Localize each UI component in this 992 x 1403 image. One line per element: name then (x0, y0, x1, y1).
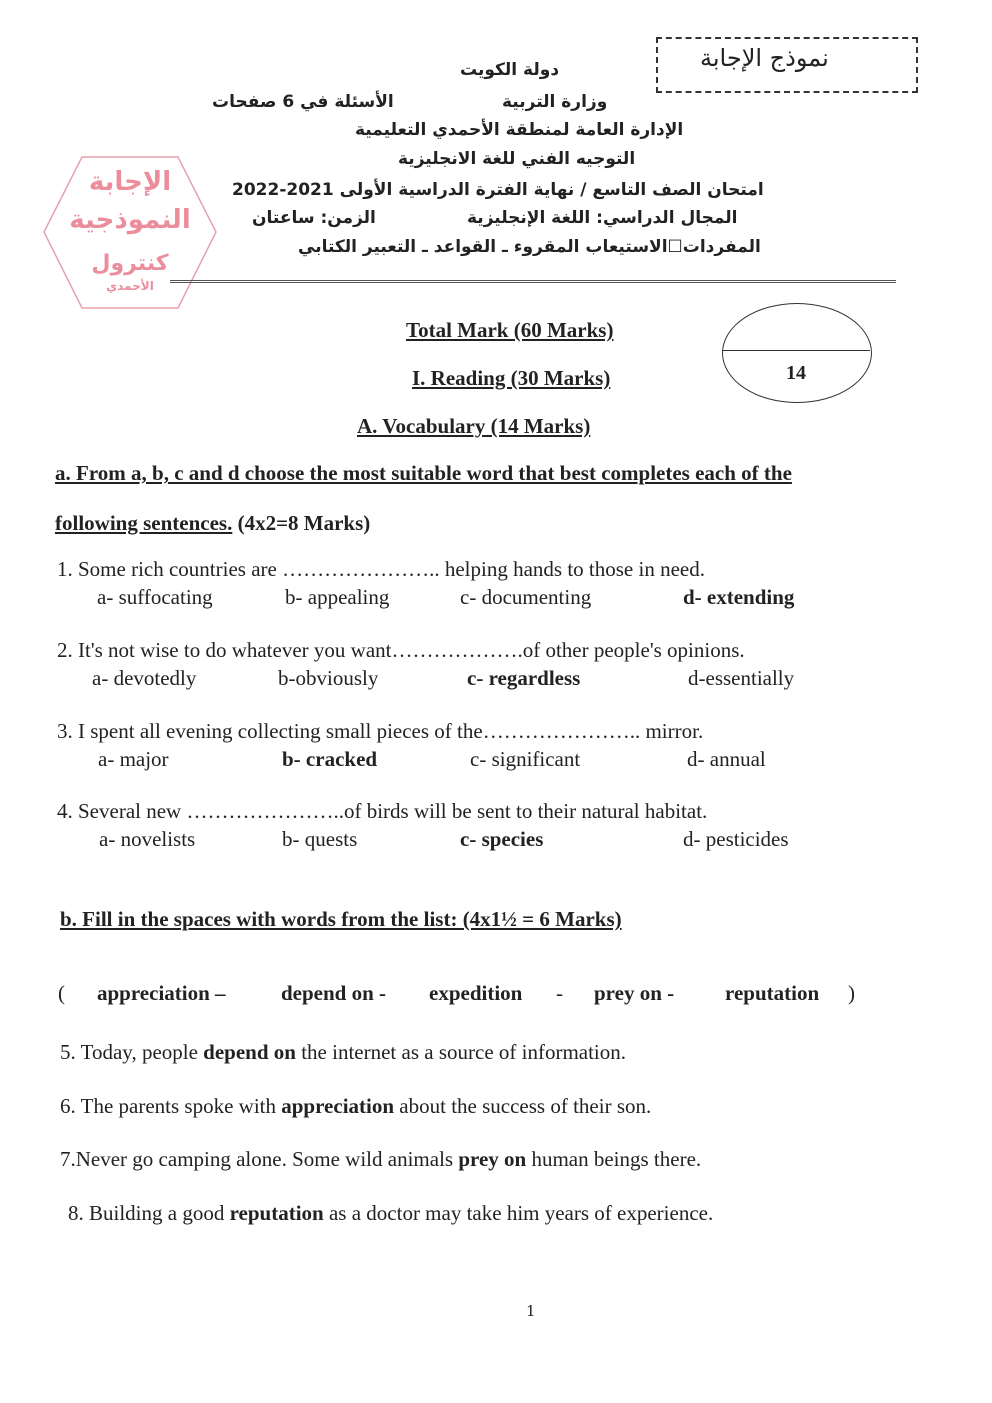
option: d- annual (687, 747, 766, 771)
page-number: 1 (526, 1302, 536, 1320)
question-text: 4. Several new …………………..of birds will be sent to their natural habitat. (57, 799, 708, 823)
option: a- devotedly (92, 666, 197, 690)
option: c- species (460, 827, 544, 851)
option: b- appealing (285, 585, 390, 609)
vocabulary-title: A. Vocabulary (14 Marks) (357, 414, 591, 438)
exam-label: امتحان الصف التاسع / نهاية الفترة الدراسية الأولى 2021-2022 (232, 180, 764, 200)
question-text: 1. Some rich countries are ………………….. helping hands to those in need. (57, 557, 705, 581)
option: c- regardless (467, 666, 581, 690)
sentence-text: 5. Today, people (60, 1040, 204, 1064)
sections-label: المفردات☐الاستيعاب المقروء ـ القواعد ـ التعبير الكتابي (298, 237, 761, 257)
question-text: 3. I spent all evening collecting small pieces of the………………….. mirror. (57, 719, 704, 743)
sentence-text: 7.Never go camping alone. Some wild animals (60, 1147, 459, 1171)
option: b- cracked (282, 747, 378, 771)
option: a- suffocating (97, 585, 213, 609)
fill-in-sentence (60, 1094, 651, 1119)
option: b-obviously (278, 666, 379, 690)
total-mark-title: Total Mark (60 Marks) (406, 318, 614, 342)
option: c- documenting (460, 585, 592, 609)
sentence-text: 6. The parents spoke with (60, 1094, 282, 1118)
word-list-item: - (556, 981, 563, 1005)
directorate-label: الإدارة العامة لمنطقة الأحمدي التعليمية (355, 120, 684, 140)
word-list-item: appreciation – (97, 981, 226, 1005)
country-label: دولة الكويت (460, 60, 560, 80)
answer-word: reputation (229, 1201, 324, 1225)
reading-title: I. Reading (30 Marks) (412, 366, 611, 390)
word-list-item: depend on - (281, 981, 387, 1005)
time-label: الزمن: ساعتان (252, 208, 376, 228)
score-oval-divider (722, 350, 870, 351)
word-list-item: ) (848, 981, 855, 1005)
score-oval (722, 303, 872, 403)
answer-word: depend on (203, 1040, 296, 1064)
sentence-text: human beings there. (526, 1147, 702, 1171)
option: d-essentially (688, 666, 795, 690)
option: b- quests (282, 827, 358, 851)
answer-word: prey on (458, 1147, 527, 1171)
word-list-item: prey on - (594, 981, 675, 1005)
subject-label: المجال الدراسي: اللغة الإنجليزية (467, 208, 738, 228)
part-b-instruction: b. Fill in the spaces with words from the list: (4x1½ = 6 Marks) (60, 907, 622, 931)
sentence-text: as a doctor may take him years of experience. (323, 1201, 714, 1225)
sentence-text: about the success of their son. (394, 1094, 652, 1118)
fill-in-sentence (60, 1147, 701, 1172)
answer-word: appreciation (281, 1094, 395, 1118)
pages-label: الأسئلة في 6 صفحات (212, 92, 394, 112)
option: c- significant (470, 747, 581, 771)
score-value: 14 (786, 362, 806, 384)
option: d- pesticides (683, 827, 789, 851)
word-list-item: expedition (429, 981, 523, 1005)
header-divider (170, 280, 896, 283)
ministry-label: وزارة التربية (502, 92, 608, 112)
supervision-label: التوجيه الفني للغة الانجليزية (398, 149, 636, 169)
fill-in-sentence (60, 1040, 626, 1065)
option: a- major (98, 747, 169, 771)
answer-model-label: نموذج الإجابة (700, 44, 829, 72)
sentence-text: the internet as a source of information. (295, 1040, 627, 1064)
answer-stamp: الإجابة النموذجية كنترول الأحمدي (42, 155, 218, 310)
word-list-item: reputation (725, 981, 820, 1005)
part-a-instruction: a. From a, b, c and d choose the most suitable word that best completes each of the (55, 461, 792, 485)
part-a-instruction-cont: following sentences. (4x2=8 Marks) (55, 511, 371, 535)
fill-in-sentence (68, 1201, 713, 1226)
word-list-item: ( (58, 981, 65, 1005)
option: a- novelists (99, 827, 196, 851)
sentence-text: 8. Building a good (68, 1201, 230, 1225)
option: d- extending (683, 585, 795, 609)
question-text: 2. It's not wise to do whatever you want……………….of other people's opinions. (57, 638, 745, 662)
